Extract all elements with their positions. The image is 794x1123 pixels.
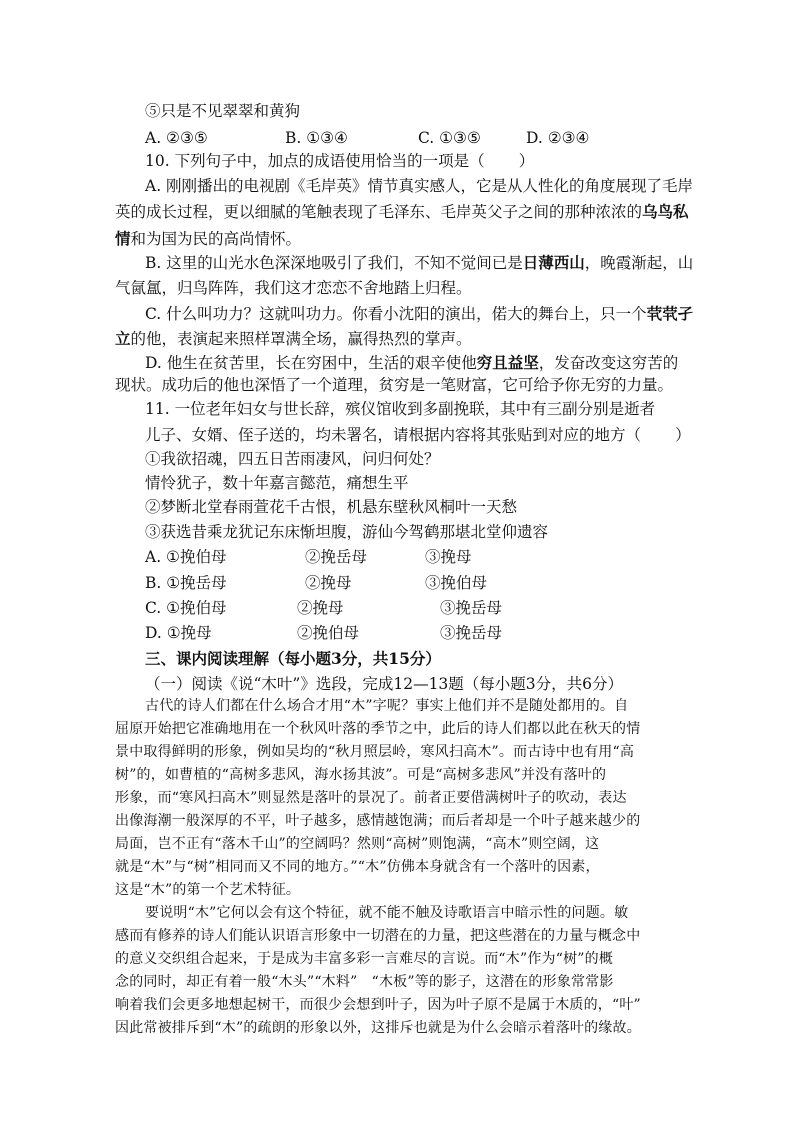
q11-option-d-1: D. ①挽母 <box>145 624 212 642</box>
couplet-2: ②梦断北堂春雨萱花千古恨，机悬东壁秋风桐叶一天愁 <box>145 498 518 516</box>
passage-line: 屈原开始把它准确地用在一个秋风叶落的季节之中，此后的诗人们都以此在秋天的情 <box>115 721 641 737</box>
passage-line: 的意义交织组合起来，于是成为丰富多彩一言难尽的言说。而“木”作为“树”的概 <box>115 951 614 967</box>
q11-option-b-3: ③挽伯母 <box>425 574 488 592</box>
q11-option-c-2: ②挽母 <box>297 599 344 617</box>
q10-option-b-line2: 气氤氲，归鸟阵阵，我们这才恋恋不舍地踏上归程。 <box>115 279 472 297</box>
passage-line: 就是“木”与“树”相同而又不同的地方。”“木”仿佛本身就含有一个落叶的因素， <box>115 859 600 875</box>
dotted-idiom: 立 <box>115 329 131 348</box>
couplet-1b: 情怜犹子，数十年嘉言懿范，痛想生平 <box>145 474 409 492</box>
section-title: 三、课内阅读理解（每小题3分，共15分） <box>145 649 441 668</box>
passage-line: 因此常被排斥到“木”的疏朗的形象以外，这排斥也就是为什么会暗示着落叶的缘故。 <box>115 1020 641 1036</box>
list-item-5: ⑤只是不见翠翠和黄狗 <box>145 102 301 120</box>
q11-option-a-3: ③挽母 <box>425 548 472 566</box>
passage-line: 形象，而“寒风扫高木”则显然是落叶的景况了。前者正要借满树叶子的吹动，表达 <box>115 790 627 806</box>
q11-option-b-2: ②挽母 <box>305 574 352 592</box>
q10-option-d-line1: D. 他生在贫苦里，长在穷困中，生活的艰辛使他穷且益坚，发奋改变这穷苦的 <box>145 353 679 372</box>
passage-line: 念的同时，却正有着一般“木头”“木料” “木板”等的影子，这潜在的形象常常影 <box>115 974 614 990</box>
q9-option-c: C. ①③⑤ <box>418 129 481 147</box>
q10-option-a-line3: 情和为国为民的高尚情怀。 <box>115 229 302 248</box>
passage-line: 局面，岂不正有“落木千山”的空阔吗？然则“高树”则饱满，“高木”则空阔，这 <box>115 836 600 852</box>
dotted-idiom: 日薄西山 <box>522 253 585 272</box>
q10-option-c-line1: C. 什么叫功力？这就叫功力。你看小沈阳的演出，偌大的舞台上，只一个茕茕孑 <box>145 304 694 323</box>
q11-option-b-1: B. ①挽岳母 <box>145 574 227 592</box>
q9-option-b: B. ①③④ <box>285 129 348 147</box>
passage-line: 感而有修养的诗人们能认识语言形象中一切潜在的力量，把这些潜在的力量与概念中 <box>115 928 641 944</box>
q10-option-c-line2: 立的他，表演起来照样罩满全场，赢得热烈的掌声。 <box>115 329 472 348</box>
q11-option-a-2: ②挽岳母 <box>305 548 368 566</box>
passage-line: 这是“木”的第一个艺术特征。 <box>115 882 301 898</box>
passage-line: 响着我们会更多地想起树干，而很少会想到叶子，因为叶子原不是属于木质的，“叶” <box>115 997 641 1013</box>
q9-option-a: A. ②③⑤ <box>145 129 208 147</box>
q10-option-a-line2: 英的成长过程，更以细腻的笔触表现了毛泽东、毛岸英父子之间的那种浓浓的乌鸟私 <box>115 202 689 221</box>
passage-line: 要说明“木”它何以会有这个特征，就不能不触及诗歌语言中暗示性的问题。敏 <box>145 905 629 921</box>
q11-option-c-3: ③挽岳母 <box>440 599 503 617</box>
couplet-1a: ①我欲招魂，四五日苦雨凄风，问归何处？ <box>145 450 440 468</box>
q11-option-d-3: ③挽岳母 <box>440 624 503 642</box>
section-subtitle: （一）阅读《说“木叶”》选段，完成12—13题（每小题3分，共6分） <box>145 675 624 693</box>
dotted-idiom: 情 <box>115 229 131 248</box>
q11-stem-line2: 儿子、女婿、侄子送的，均未署名，请根据内容将其张贴到对应的地方（ ） <box>145 426 691 444</box>
passage-line: 古代的诗人们都在什么场合才用“木”字呢？事实上他们并不是随处都用的。自 <box>145 698 629 714</box>
dotted-idiom: 穷且益坚 <box>476 353 539 372</box>
dotted-idiom: 茕茕孑 <box>646 304 694 323</box>
passage-line: 树”的，如曹植的“高树多悲风，海水扬其波”。可是“高树多悲风”并没有落叶的 <box>115 767 607 783</box>
q9-option-d: D. ②③④ <box>526 129 590 147</box>
q11-option-d-2: ②挽伯母 <box>297 624 360 642</box>
passage-line: 景中取得鲜明的形象，例如吴均的“秋月照层岭，寒风扫高木”。而古诗中也有用“高 <box>115 744 635 760</box>
q10-option-d-line2: 现状。成功后的他也深悟了一个道理，贫穷是一笔财富，它可给予你无穷的力量。 <box>115 376 674 394</box>
passage-line: 出像海潮一般深厚的不平，叶子越多，感情越饱满；而后者却是一个叶子越来越少的 <box>115 813 641 829</box>
q10-option-a-line1: A. 刚刚播出的电视剧《毛岸英》情节真实感人，它是从人性化的角度展现了毛岸 <box>145 177 694 195</box>
dotted-idiom: 乌鸟私 <box>642 202 689 221</box>
q11-option-c-1: C. ①挽伯母 <box>145 599 227 617</box>
q11-option-a-1: A. ①挽伯母 <box>145 548 227 566</box>
q11-stem-line1: 11. 一位老年妇女与世长辞，殡仪馆收到多副挽联，其中有三副分别是逝者 <box>145 400 656 418</box>
couplet-3: ③获选昔乘龙犹记东床惭坦腹，游仙今驾鹤那堪北堂仰遗容 <box>145 523 549 541</box>
q10-option-b-line1: B. 这里的山光水色深深地吸引了我们，不知不觉间已是日薄西山，晚霞渐起，山 <box>145 253 694 272</box>
q10-stem: 10. 下列句子中，加点的成语使用恰当的一项是（ ） <box>145 152 535 170</box>
